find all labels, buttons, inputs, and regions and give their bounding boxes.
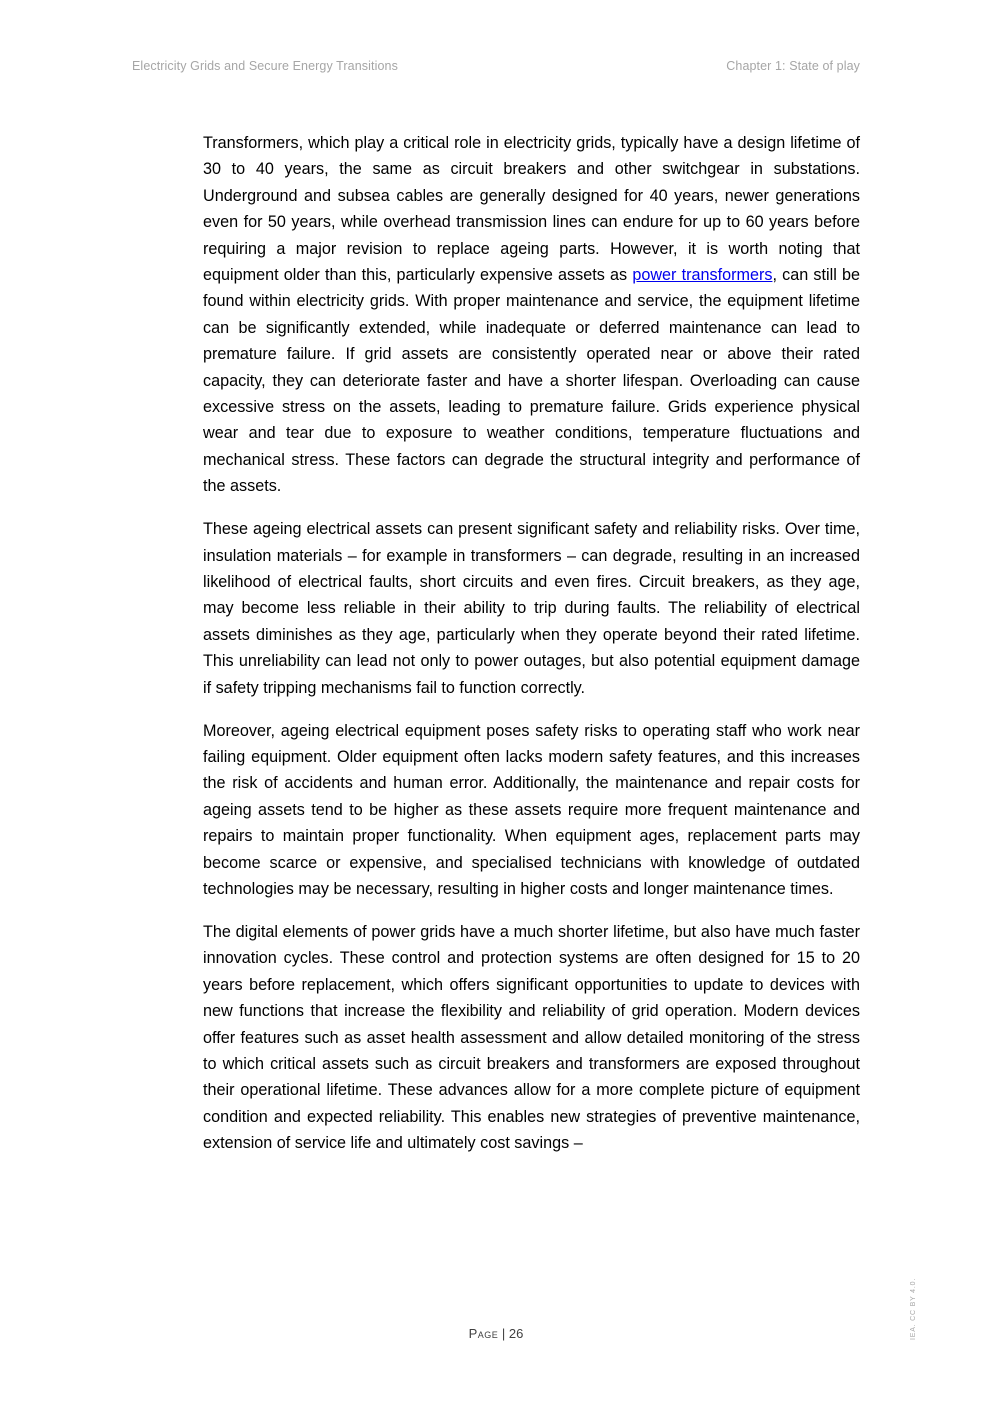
page-number: 26 — [508, 1326, 524, 1341]
paragraph-text: , can still be found within electricity grids. With proper maintenance and service, the equipment lifetime can be significantly extended, while inadequate or deferred maintenance can lead to premature failure. If grid assets are consistently operated near or above their rated capacity, they can deteriorate faster and have a shorter lifespan. Overloading can cause excessive stress on the assets, leading to premature failure. Grids experience physical wear and tear due to exposure to weather conditions, temperature fluctuations and mechanical stress. These factors can degrade the structural integrity and performance of the assets. — [203, 266, 860, 496]
page-footer — [0, 1326, 992, 1341]
page-label: Page — [468, 1326, 499, 1341]
license-watermark: IEA. CC BY 4.0. — [910, 1277, 917, 1340]
paragraph-digital-elements: The digital elements of power grids have a much shorter lifetime, but also have much faster innovation cycles. These control and protection systems are often designed for 15 to 20 years before replacement, which offers significant opportunities to update to devices with new functions that increase the flexibility and reliability of grid operation. Modern devices offer features such as asset health assessment and allow detailed monitoring of the stress to which critical assets such as circuit breakers and transformers are exposed throughout their operational lifetime. These advances allow for a more complete picture of equipment condition and expected reliability. This enables new strategies of preventive maintenance, extension of service life and ultimately cost savings – — [203, 922, 860, 1153]
power-transformers-link[interactable]: power transformers — [632, 266, 773, 285]
paragraph-transformers-lifetime — [203, 130, 860, 500]
paragraph-safety-reliability: These ageing electrical assets can present significant safety and reliability risks. Over time, insulation materials – for example in transformers – can degrade, resulting in an increased likelihood of electrical faults, short circuits and even fires. Circuit breakers, as they age, may become less reliable in their ability to trip during faults. The reliability of electrical assets diminishes as they age, particularly when they operate beyond their rated lifetime. This unreliability can lead not only to power outages, but also potential equipment damage if safety tripping mechanisms fail to function correctly. — [203, 520, 860, 697]
running-header-title: Electricity Grids and Secure Energy Transitions — [132, 59, 398, 73]
running-header-chapter: Chapter 1: State of play — [726, 59, 860, 73]
paragraph-staff-safety: Moreover, ageing electrical equipment poses safety risks to operating staff who work near failing equipment. Older equipment often lacks modern safety features, and this increases the risk of accidents and human error. Additionally, the maintenance and repair costs for ageing assets tend to be higher as these assets require more frequent maintenance and repairs to maintain proper functionality. When equipment ages, replacement parts may become scarce or expensive, and specialised technicians with knowledge of outdated technologies may be necessary, resulting in higher costs and longer maintenance times. — [203, 721, 860, 898]
page-separator: | — [498, 1326, 509, 1341]
document-body — [203, 130, 860, 1173]
paragraph-text: Transformers, which play a critical role in electricity grids, typically have a design lifetime of 30 to 40 years, the same as circuit breakers and other switchgear in substations. Underground and subsea cables are generally designed for 40 years, newer generations even for 50 years, while overhead transmission lines can endure for up to 60 years before requiring a major revision to replace ageing parts. However, it is worth noting that equipment older than this, particularly expensive assets as — [203, 134, 860, 285]
